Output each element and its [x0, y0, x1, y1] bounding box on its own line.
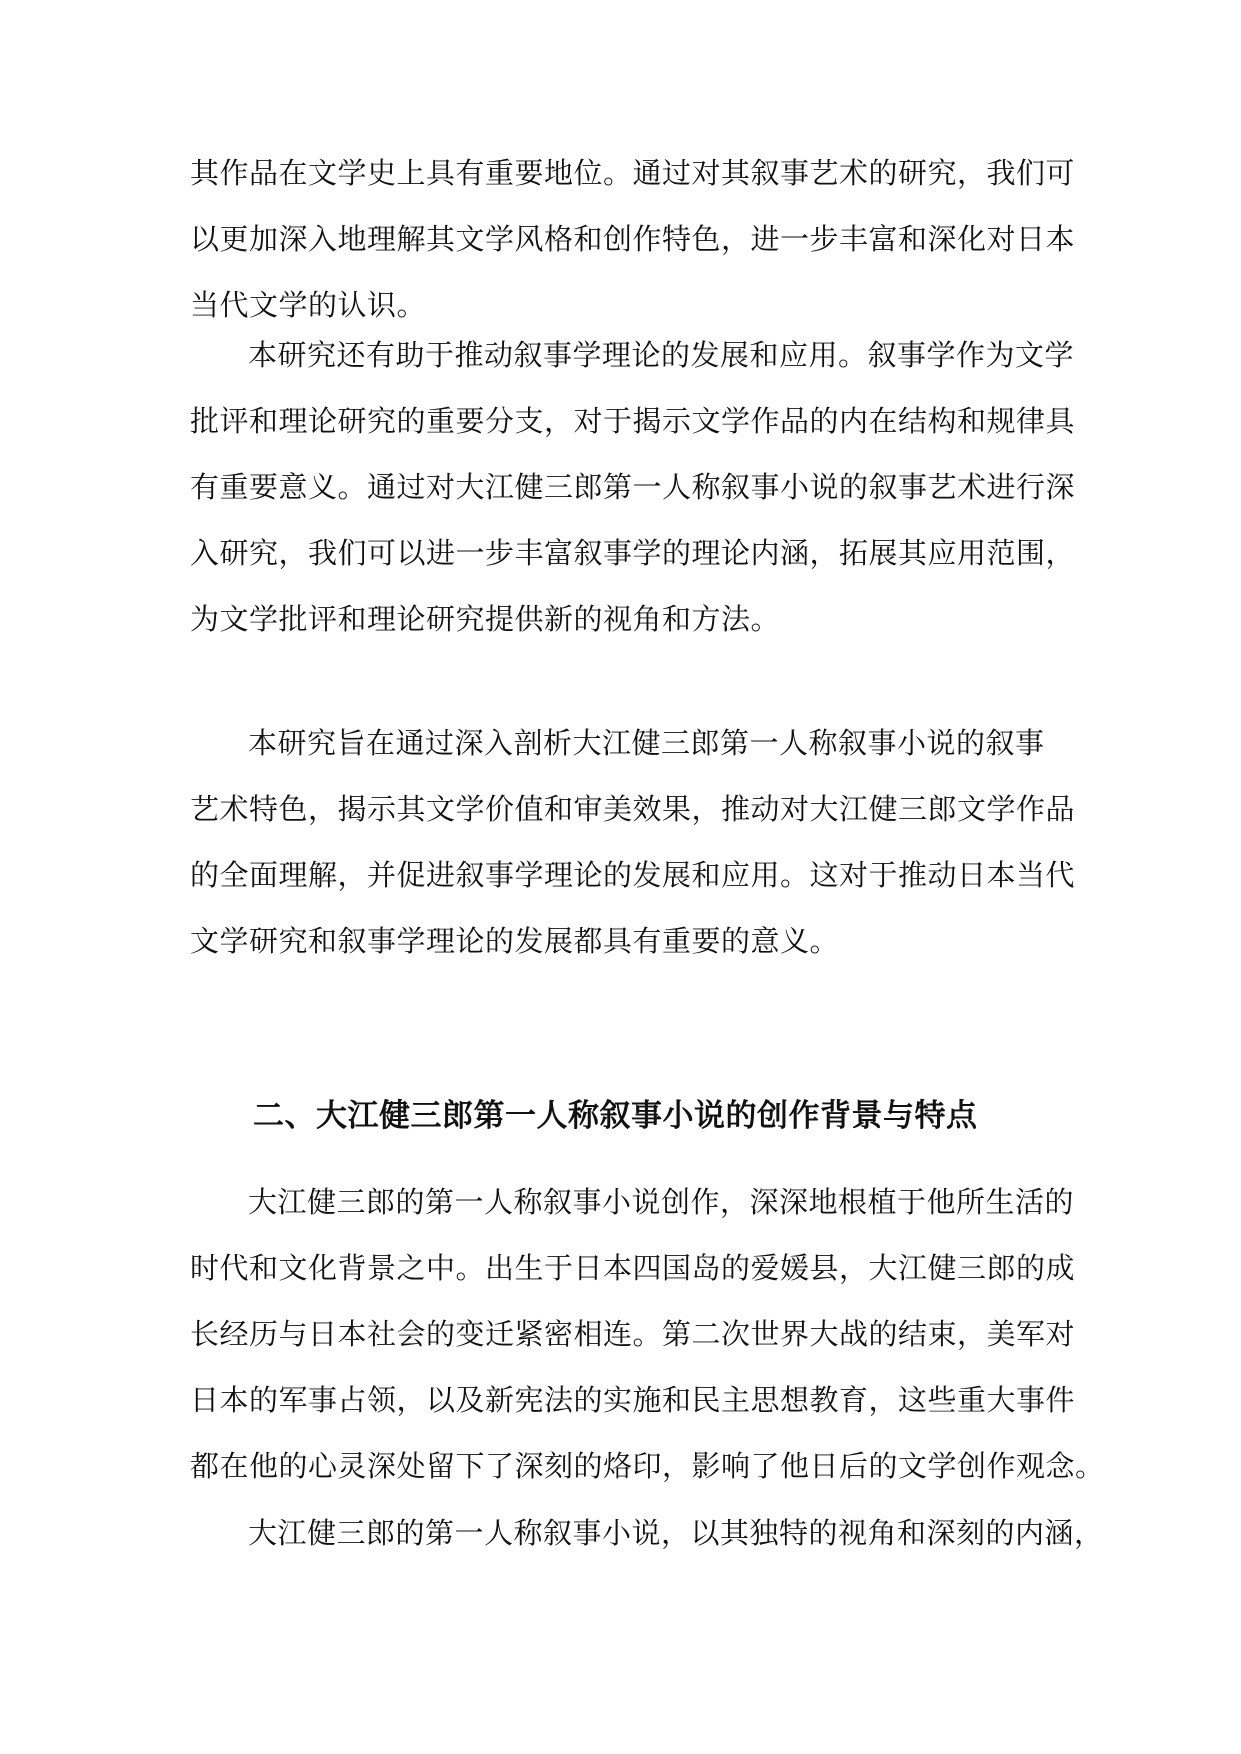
paragraph-line: 都在他的心灵深处留下了深刻的烙印，影响了他日后的文学创作观念。 [190, 1449, 1105, 1483]
paragraph-line: 大江健三郎的第一人称叙事小说创作，深深地根植于他所生活的 [248, 1185, 1075, 1219]
paragraph-line: 的全面理解，并促进叙事学理论的发展和应用。这对于推动日本当代 [190, 858, 1076, 892]
paragraph-line: 大江健三郎的第一人称叙事小说，以其独特的视角和深刻的内涵， [248, 1516, 1104, 1550]
section-heading: 二、大江健三郎第一人称叙事小说的创作背景与特点 [253, 1098, 978, 1134]
paragraph-line: 入研究，我们可以进一步丰富叙事学的理论内涵，拓展其应用范围， [190, 536, 1076, 570]
paragraph-line: 文学研究和叙事学理论的发展都具有重要的意义。 [190, 924, 840, 958]
paragraph-line: 为文学批评和理论研究提供新的视角和方法。 [190, 602, 781, 636]
paragraph-line: 批评和理论研究的重要分支，对于揭示文学作品的内在结构和规律具 [190, 404, 1076, 438]
paragraph-line: 本研究旨在通过深入剖析大江健三郎第一人称叙事小说的叙事 [248, 726, 1045, 760]
paragraph-line: 以更加深入地理解其文学风格和创作特色，进一步丰富和深化对日本 [190, 222, 1076, 256]
paragraph-line: 当代文学的认识。 [190, 288, 427, 322]
paragraph-line: 艺术特色，揭示其文学价值和审美效果，推动对大江健三郎文学作品 [190, 792, 1076, 826]
paragraph-line: 时代和文化背景之中。出生于日本四国岛的爱媛县，大江健三郎的成 [190, 1251, 1076, 1285]
paragraph-line: 日本的军事占领，以及新宪法的实施和民主思想教育，这些重大事件 [190, 1383, 1076, 1417]
paragraph-line: 有重要意义。通过对大江健三郎第一人称叙事小说的叙事艺术进行深 [190, 470, 1076, 504]
paragraph-line: 长经历与日本社会的变迁紧密相连。第二次世界大战的结束，美军对 [190, 1317, 1076, 1351]
paragraph-line: 其作品在文学史上具有重要地位。通过对其叙事艺术的研究，我们可 [190, 156, 1076, 190]
paragraph-line: 本研究还有助于推动叙事学理论的发展和应用。叙事学作为文学 [248, 338, 1075, 372]
